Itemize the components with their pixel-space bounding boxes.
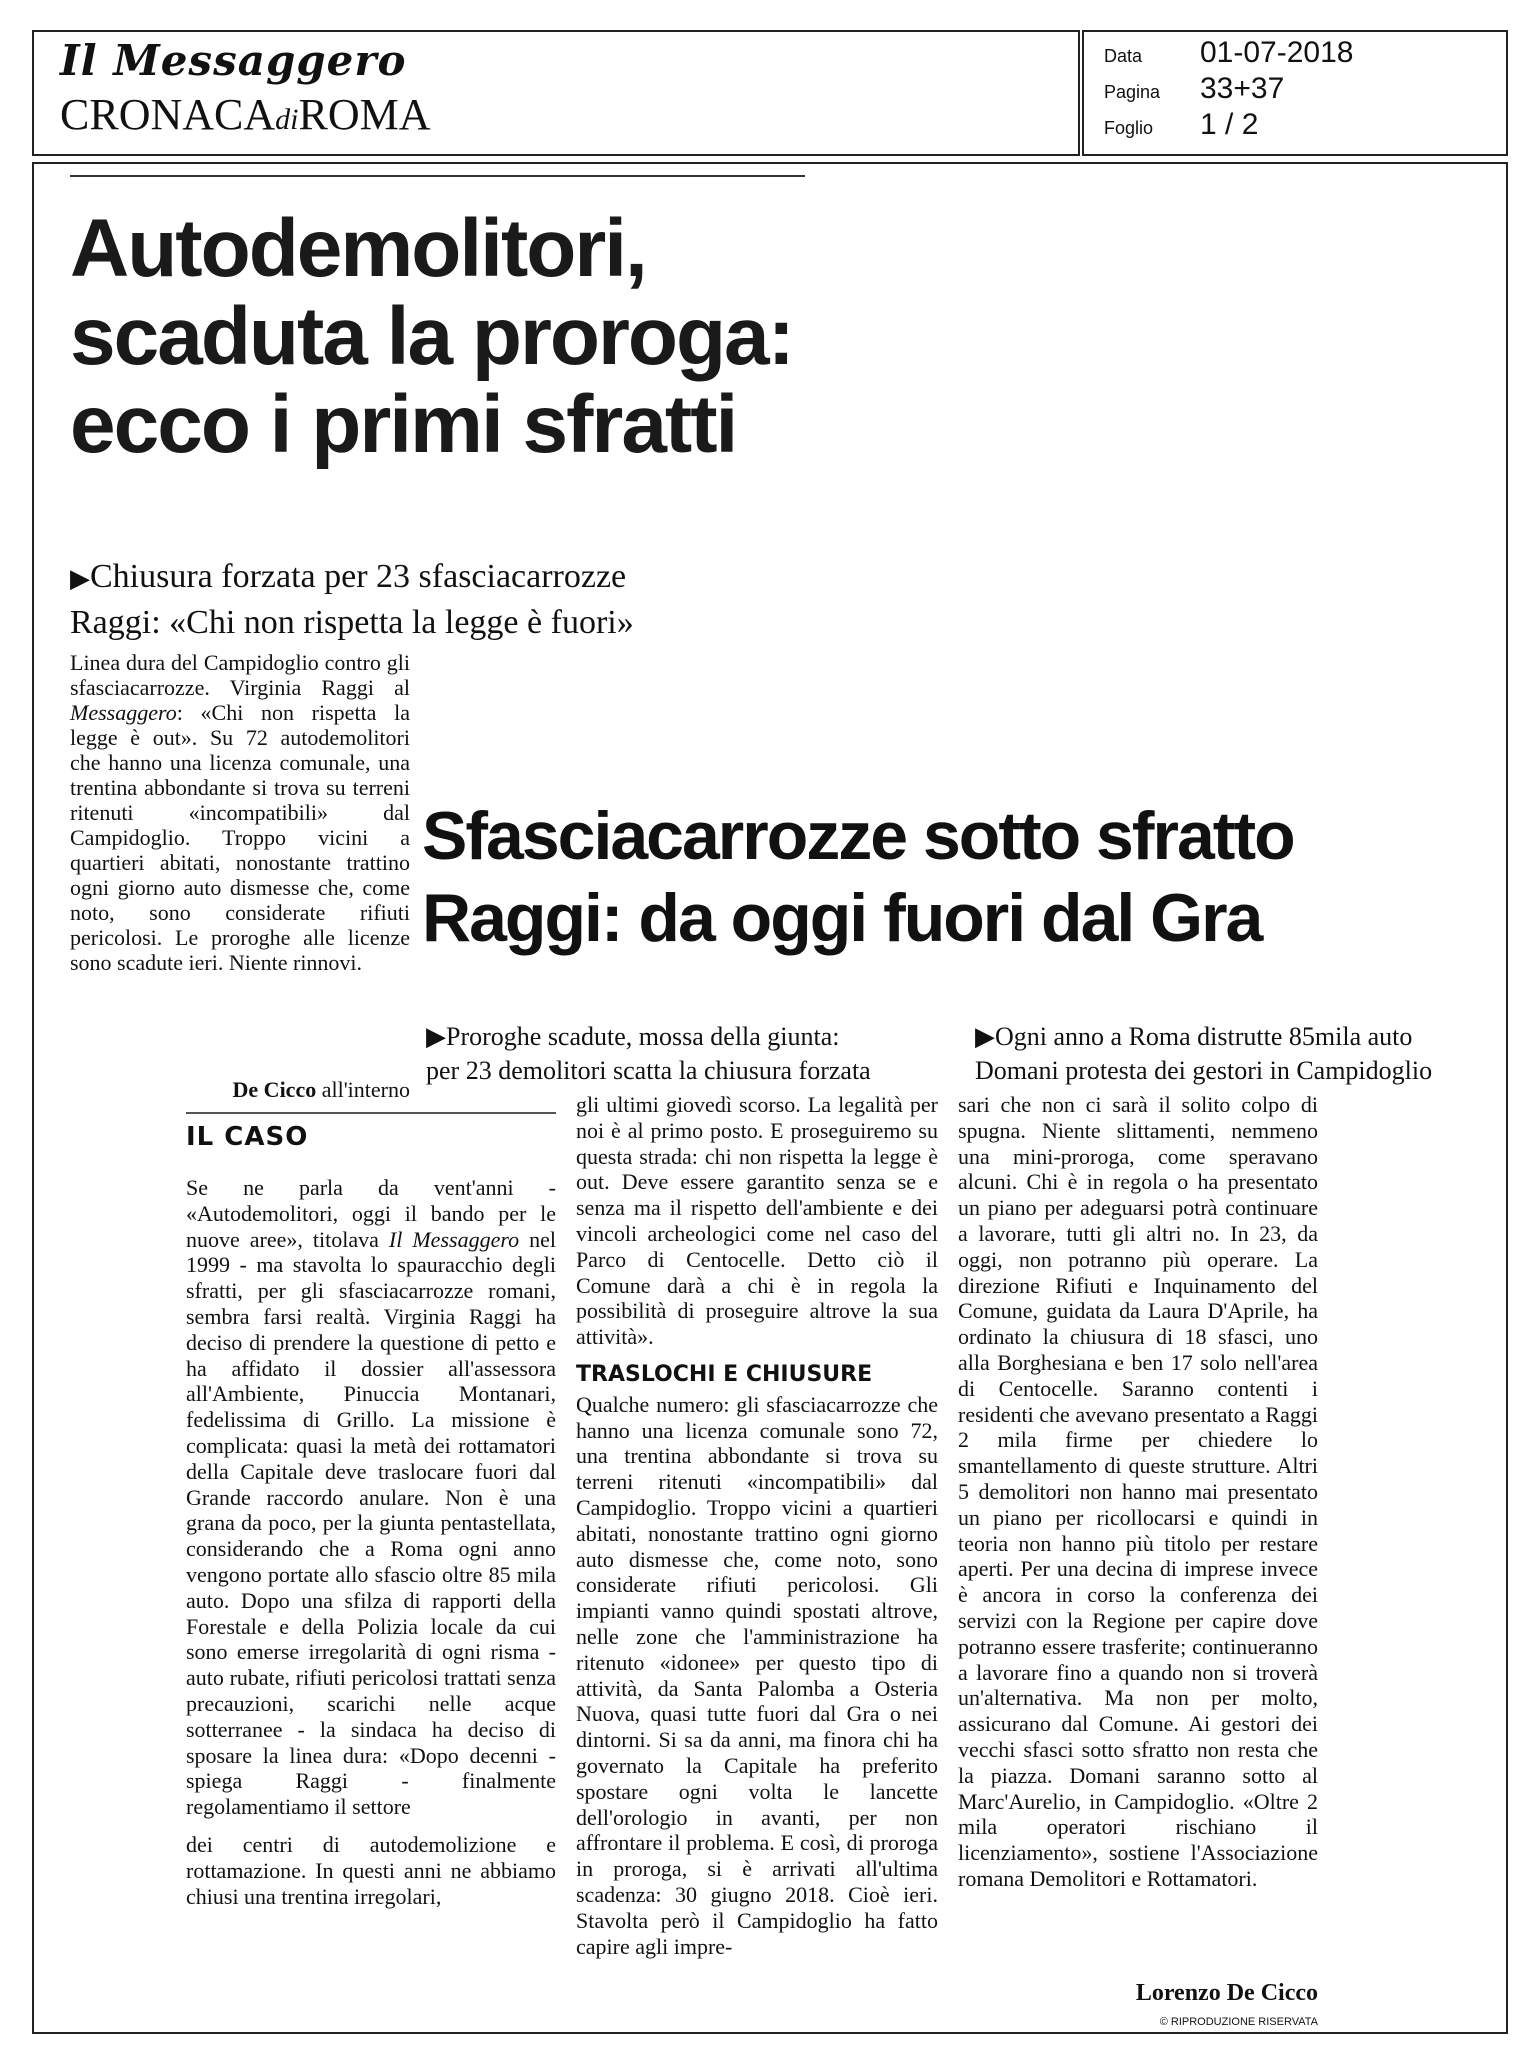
article-column-1: Se ne parla da vent'anni - «Autodemolitori, oggi il bando per le nuove aree», titolava Il Messaggero nel 1999 - ma stavolta lo spauracchio degli sfratti, per gli sfasciacarrozze romani, sembra farsi realtà. Virginia Raggi ha deciso di prendere la questione di petto e ha affidato il dossier all'assessora all'Ambiente, Pinuccia Montanari, fedelissima di Grillo. La missione è complicata: quasi la metà dei rottamatori della Capitale deve traslocare fuori dal Grande raccordo anulare. Non è una grana da poco, per la giunta pentastellata, considerando che a Roma ogni anno vengono portate allo sfascio oltre 85 mila auto. Dopo una sfilza di rapporti della Forestale e della Polizia locale da cui sono emerse irregolarità di ogni risma - auto rubate, rifiuti pericolosi trattati senza precauzioni, scarichi nelle acque sotterranee - la sindaca ha deciso di sposare la linea dura: «Dopo decenni - spiega Raggi - finalmente regolamentiamo il settore dei centri di autodemolizione e rottamazione. In questi anni ne abbiamo chiusi una trentina irregolari, — [186, 1175, 556, 1909]
kicker-rule — [186, 1112, 556, 1114]
triangle-bullet-icon: ▶ — [975, 1022, 995, 1052]
paper-name: Il Messaggero — [60, 36, 407, 85]
triangle-bullet-icon: ▶ — [70, 564, 90, 594]
front-headline: Autodemolitori, scaduta la proroga: ecco i primi sfratti — [70, 203, 793, 470]
top-rule — [70, 175, 805, 177]
inside-subhead-left: ▶Proroghe scadute, mossa della giunta: per 23 demolitori scatta la chiusura forzata — [426, 1022, 871, 1085]
section-heading: TRASLOCHI E CHIUSURE — [576, 1361, 873, 1387]
meta-sheet-row: Foglio 1 / 2 — [1104, 108, 1259, 141]
front-summary: Linea dura del Campidoglio contro gli sfasciacarrozze. Virginia Raggi al Messaggero: «Chi non rispetta la legge è out». Su 72 autodemolitori che hanno una licenza comunale, una trentina abbondante si trova su terreni ritenuti «incompatibili» dal Campidoglio. Troppo vicini a quartieri abitati, nonostante trattino ogni giorno auto dismesse che, come noto, sono considerate rifiuti pericolosi. Le proroghe alle licenze sono scadute ieri. Niente rinnovi. — [70, 650, 410, 975]
inside-subhead-right: ▶Ogni anno a Roma distrutte 85mila auto Domani protesta dei gestori in Campidoglio — [975, 1022, 1433, 1085]
page-metadata — [1104, 36, 1353, 144]
article-column-2: gli ultimi giovedì scorso. La legalità per noi è al primo posto. E proseguiremo su questa strada: chi non rispetta la legge è out. Deve essere garantito senza se e senza ma il rispetto dell'ambiente e dei vincoli archeologici come nel caso del Parco di Centocelle. Detto ciò il Comune darà a chi è in regola la possibilità di proseguire altrove la sua attività». TRASLOCHI E CHIUSURE Qualche numero: gli sfasciacarrozze che hanno una licenza comunale sono 72, una trentina abbondante si trova su terreni ritenuti «incompatibili» dal Campidoglio. Troppo vicini a quartieri abitati, nonostante trattino ogni giorno auto dismesse che, come noto, sono considerate rifiuti pericolosi. Gli impianti vanno quindi spostati altrove, nelle zone che l'amministrazione ha ritenuto «idonee» per questo tipo di attività, da Santa Palomba a Osteria Nuova, quasi tutte fuori dal Gra o nei dintorni. Si sa da anni, ma finora chi ha governato la Capitale ha preferito spostare ogni volta le lancette dell'orologio in avanti, per non affrontare il problema. E così, di proroga in proroga, si è arrivati all'ultima scadenza: 30 giugno 2018. Cioè ieri. Stavolta però il Campidoglio ha fatto capire agli impre- — [576, 1092, 938, 1959]
meta-date-row: Data 01-07-2018 — [1104, 36, 1354, 69]
author-signature: Lorenzo De Cicco — [1135, 1980, 1318, 2006]
masthead — [60, 36, 431, 140]
meta-page-value: 33+37 — [1200, 72, 1285, 105]
section-name: CRONACAdiROMA — [60, 90, 431, 139]
triangle-bullet-icon: ▶ — [426, 1022, 446, 1052]
meta-page-row: Pagina 33+37 — [1104, 72, 1285, 105]
copyright-notice: © RIPRODUZIONE RISERVATA — [1159, 2016, 1318, 2028]
front-subheadline: ▶Chiusura forzata per 23 sfasciacarrozze Raggi: «Chi non rispetta la legge è fuori» — [70, 558, 634, 641]
meta-sheet-value: 1 / 2 — [1200, 108, 1259, 141]
meta-date-value: 01-07-2018 — [1200, 36, 1354, 69]
section-kicker: IL CASO — [186, 1122, 309, 1152]
inside-headline: Sfasciacarrozze sotto sfratto Raggi: da oggi fuori dal Gra — [422, 798, 1294, 956]
article-column-3: sari che non ci sarà il solito colpo di spugna. Niente slittamenti, nemmeno una mini-proroga, come speravano alcuni. Chi è in regola o ha presentato un piano per adeguarsi potrà continuare a lavorare, tutti gli altri no. In 23, da oggi, non potranno più operare. La direzione Rifiuti e Inquinamento del Comune, guidata da Laura D'Aprile, ha ordinato la chiusura di 18 sfasci, uno alla Borghesiana e ben 17 solo nell'area di Centocelle. Saranno contenti i residenti che avevano presentato a Raggi 2 mila firme per chiedere lo smantellamento di queste strutture. Altri 5 demolitori non hanno mai presentato un piano per ricollocarsi e quindi in teoria non hanno più titolo per restare aperti. Per una decina di imprese invece è ancora in corso la conferenza dei servizi con la Regione per capire dove potranno essere trasferite; continueranno a lavorare fino a quando non si troverà un'alternativa. Ma non per molto, assicurano dal Comune. Ai gestori dei vecchi sfasci sotto sfratto non resta che la piazza. Domani saranno sotto al Marc'Aurelio, in Campidoglio. «Oltre 2 mila operatori rischiano il licenziamento», sostiene l'Associazione romana Demolitori e Rottamatori. — [958, 1092, 1318, 1891]
front-byline: De Cicco all'interno — [232, 1077, 410, 1102]
